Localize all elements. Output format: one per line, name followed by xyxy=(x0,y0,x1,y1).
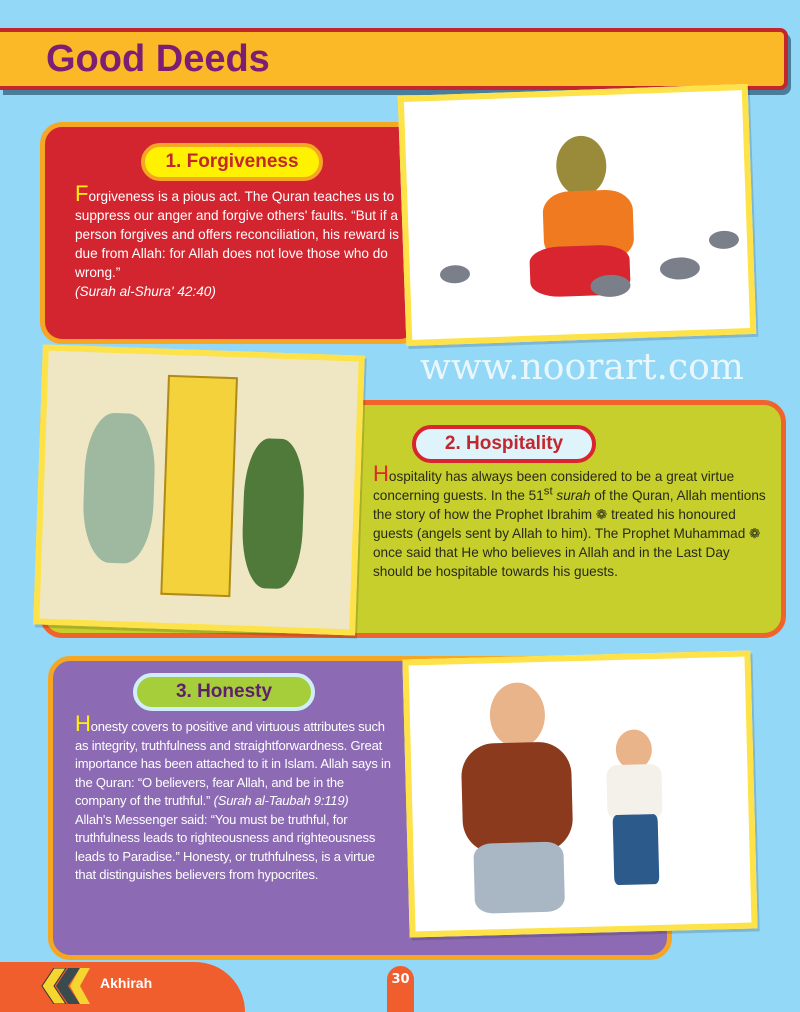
section-body xyxy=(75,711,397,885)
section-forgiveness xyxy=(40,122,422,344)
body-text: Allah's Messenger said: “You must be truthful, for truthfulness leads to righteousness and righteousness leads to Paradise.” Honesty, or truthfulness, is a virtue that distinguishes believers from hypocrites. xyxy=(75,811,376,882)
chapter-label: Akhirah xyxy=(100,975,153,991)
page-header xyxy=(0,28,788,90)
section-body xyxy=(75,181,420,301)
chevrons-icon xyxy=(34,968,90,1004)
body-text: orgiveness is a pious act. The Quran teaches us to suppress our anger and forgive others' faults. “But if a person forgives and offers reconciliation, his reward is due from Allah: for Allah does not love those who do wrong.” xyxy=(75,189,399,280)
citation: (Surah al-Shura' 42:40) xyxy=(75,284,216,299)
italic-word: surah xyxy=(556,488,591,503)
section-body xyxy=(373,461,768,581)
body-text: of the Quran, Allah mentions the story of how the Prophet Ibrahim ❁ treated his honoured guests (angels sent by Allah to him). The Prophet Muhammad ❁ once said that He who believes in Allah and in the Last Day should be hospitable towards his guests. xyxy=(373,488,766,579)
superscript: st xyxy=(543,485,553,498)
body-text: ospitality has always been considered to be a great virtue concerning guests. In the 51 xyxy=(373,469,735,503)
section-title: 2. Hospitality xyxy=(412,425,596,463)
illustration-guests-at-door xyxy=(33,344,365,635)
drop-initial: H xyxy=(373,461,389,486)
section-title: 1. Forgiveness xyxy=(141,143,323,181)
drop-initial: H xyxy=(75,711,91,736)
section-title: 3. Honesty xyxy=(133,673,315,711)
illustration-girl-feeding-pigeons xyxy=(398,84,757,346)
page-number: 30 xyxy=(387,966,414,1012)
body-text: onesty covers to positive and virtuous attributes such as integrity, truthfulness and straightforwardness. Great importance has been attached to it in Islam. Allah says in the Quran: “O believers, fear Allah, and be in the company of the truthful.” xyxy=(75,719,391,808)
page-title: Good Deeds xyxy=(46,38,270,80)
drop-initial: F xyxy=(75,181,89,206)
illustration-man-and-boy xyxy=(402,650,757,937)
watermark: www.noorart.com xyxy=(420,347,744,388)
citation: (Surah al-Taubah 9:119) xyxy=(213,793,349,808)
